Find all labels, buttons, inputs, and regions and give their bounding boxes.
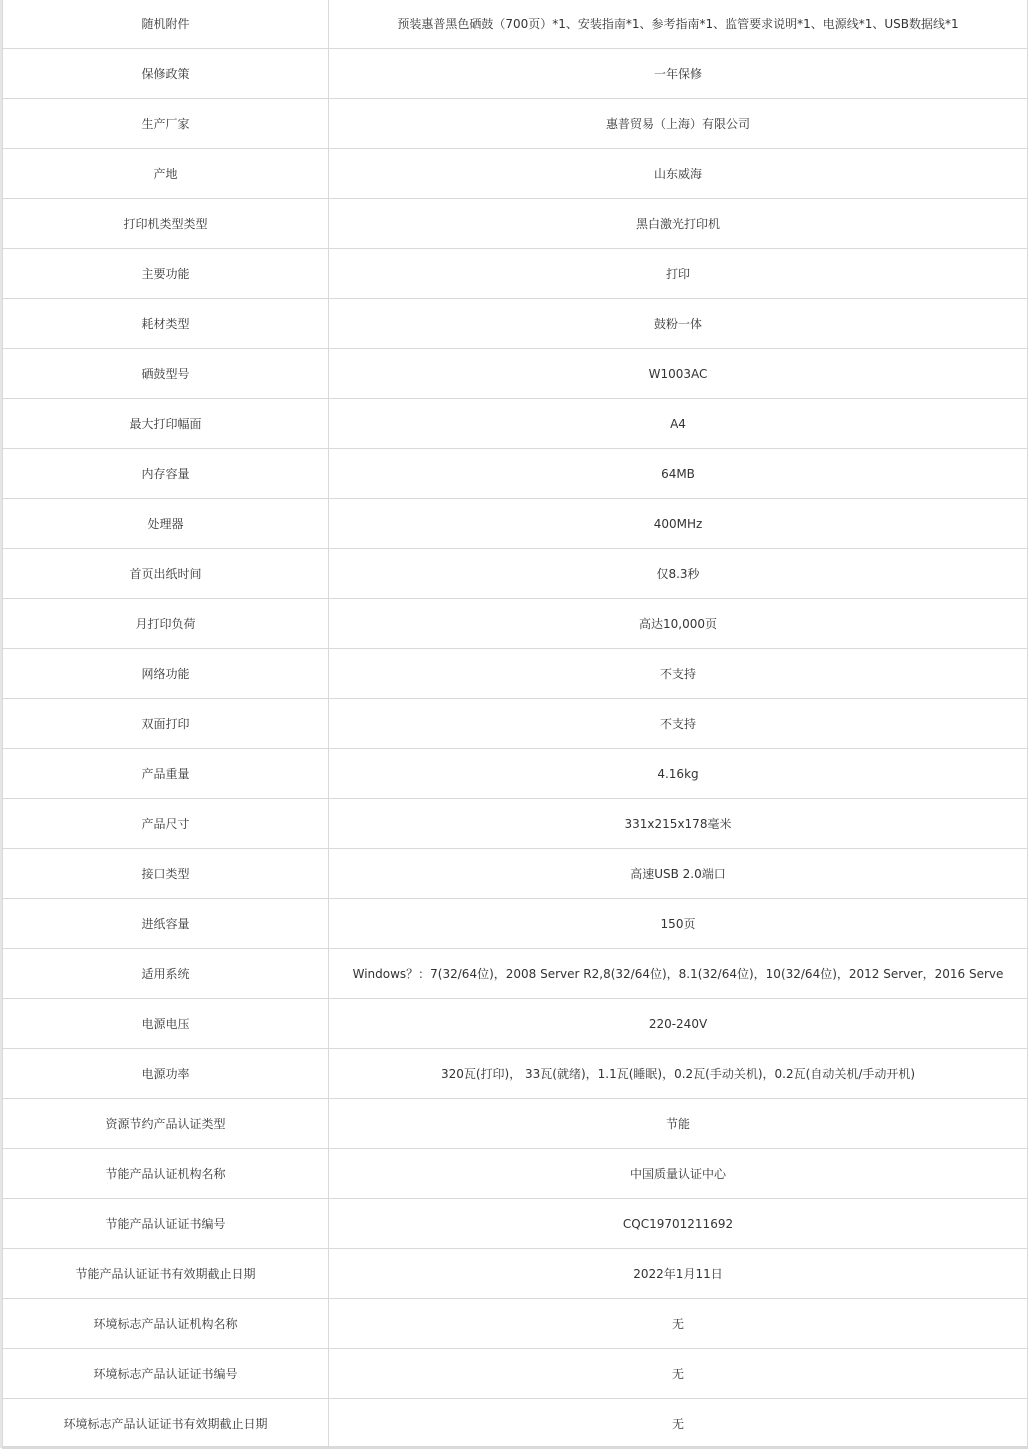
spec-value: 仅8.3秒 <box>329 549 1028 599</box>
spec-value: W1003AC <box>329 349 1028 399</box>
table-row <box>3 399 1028 449</box>
spec-label: 保修政策 <box>3 49 329 99</box>
spec-label: 生产厂家 <box>3 99 329 149</box>
table-row <box>3 899 1028 949</box>
spec-value: 不支持 <box>329 699 1028 749</box>
table-row <box>3 149 1028 199</box>
table-row <box>3 949 1028 999</box>
spec-label: 最大打印幅面 <box>3 399 329 449</box>
table-row <box>3 849 1028 899</box>
spec-label: 电源电压 <box>3 999 329 1049</box>
spec-label: 耗材类型 <box>3 299 329 349</box>
spec-label: 进纸容量 <box>3 899 329 949</box>
table-row <box>3 1149 1028 1199</box>
table-row <box>3 49 1028 99</box>
spec-value: 无 <box>329 1299 1028 1349</box>
spec-value: 中国质量认证中心 <box>329 1149 1028 1199</box>
spec-value: 惠普贸易（上海）有限公司 <box>329 99 1028 149</box>
table-row <box>3 1049 1028 1099</box>
table-row <box>3 1099 1028 1149</box>
spec-label: 电源功率 <box>3 1049 329 1099</box>
spec-label: 月打印负荷 <box>3 599 329 649</box>
spec-value: 黑白激光打印机 <box>329 199 1028 249</box>
table-row <box>3 749 1028 799</box>
table-row <box>3 1249 1028 1299</box>
spec-value: 鼓粉一体 <box>329 299 1028 349</box>
table-row <box>3 449 1028 499</box>
spec-value: Windows？：7(32/64位)，2008 Server R2,8(32/64位)，8.1(32/64位)，10(32/64位)，2012 Server，2016 Serve <box>329 949 1028 999</box>
table-row <box>3 249 1028 299</box>
table-row <box>3 1199 1028 1249</box>
spec-value: 打印 <box>329 249 1028 299</box>
spec-label: 网络功能 <box>3 649 329 699</box>
spec-value: 高达10,000页 <box>329 599 1028 649</box>
spec-label: 适用系统 <box>3 949 329 999</box>
spec-value: 2022年1月11日 <box>329 1249 1028 1299</box>
table-row <box>3 1349 1028 1399</box>
spec-value: 预装惠普黑色硒鼓（700页）*1、安装指南*1、参考指南*1、监管要求说明*1、电源线*1、USB数据线*1 <box>329 0 1028 49</box>
spec-label: 产品重量 <box>3 749 329 799</box>
spec-label: 节能产品认证证书编号 <box>3 1199 329 1249</box>
table-row <box>3 349 1028 399</box>
spec-label: 环境标志产品认证证书有效期截止日期 <box>3 1399 329 1449</box>
spec-label: 环境标志产品认证机构名称 <box>3 1299 329 1349</box>
spec-label: 产品尺寸 <box>3 799 329 849</box>
table-row <box>3 499 1028 549</box>
table-row <box>3 299 1028 349</box>
spec-value: A4 <box>329 399 1028 449</box>
table-row <box>3 0 1028 49</box>
spec-label: 接口类型 <box>3 849 329 899</box>
table-row <box>3 699 1028 749</box>
table-row <box>3 999 1028 1049</box>
spec-label: 处理器 <box>3 499 329 549</box>
spec-value: CQC19701211692 <box>329 1199 1028 1249</box>
spec-label: 双面打印 <box>3 699 329 749</box>
spec-value: 220-240V <box>329 999 1028 1049</box>
table-row <box>3 199 1028 249</box>
spec-label: 首页出纸时间 <box>3 549 329 599</box>
spec-value: 无 <box>329 1349 1028 1399</box>
spec-value: 山东威海 <box>329 149 1028 199</box>
spec-value: 无 <box>329 1399 1028 1449</box>
spec-value: 64MB <box>329 449 1028 499</box>
spec-value: 不支持 <box>329 649 1028 699</box>
spec-table <box>2 0 1028 1449</box>
spec-label: 内存容量 <box>3 449 329 499</box>
table-row <box>3 599 1028 649</box>
table-row <box>3 549 1028 599</box>
spec-value: 320瓦(打印)， 33瓦(就绪)，1.1瓦(睡眠)，0.2瓦(手动关机)，0.2瓦(自动关机/手动开机) <box>329 1049 1028 1099</box>
spec-value: 4.16kg <box>329 749 1028 799</box>
spec-label: 环境标志产品认证证书编号 <box>3 1349 329 1399</box>
spec-value: 节能 <box>329 1099 1028 1149</box>
spec-value: 150页 <box>329 899 1028 949</box>
spec-label: 节能产品认证证书有效期截止日期 <box>3 1249 329 1299</box>
table-row <box>3 99 1028 149</box>
spec-label: 节能产品认证机构名称 <box>3 1149 329 1199</box>
spec-label: 打印机类型类型 <box>3 199 329 249</box>
table-row <box>3 1299 1028 1349</box>
spec-value: 400MHz <box>329 499 1028 549</box>
spec-value: 一年保修 <box>329 49 1028 99</box>
spec-label: 主要功能 <box>3 249 329 299</box>
spec-label: 资源节约产品认证类型 <box>3 1099 329 1149</box>
spec-label: 硒鼓型号 <box>3 349 329 399</box>
table-row <box>3 1399 1028 1449</box>
spec-value: 331x215x178毫米 <box>329 799 1028 849</box>
table-row <box>3 649 1028 699</box>
spec-label: 产地 <box>3 149 329 199</box>
table-row <box>3 799 1028 849</box>
spec-label: 随机附件 <box>3 0 329 49</box>
spec-value: 高速USB 2.0端口 <box>329 849 1028 899</box>
